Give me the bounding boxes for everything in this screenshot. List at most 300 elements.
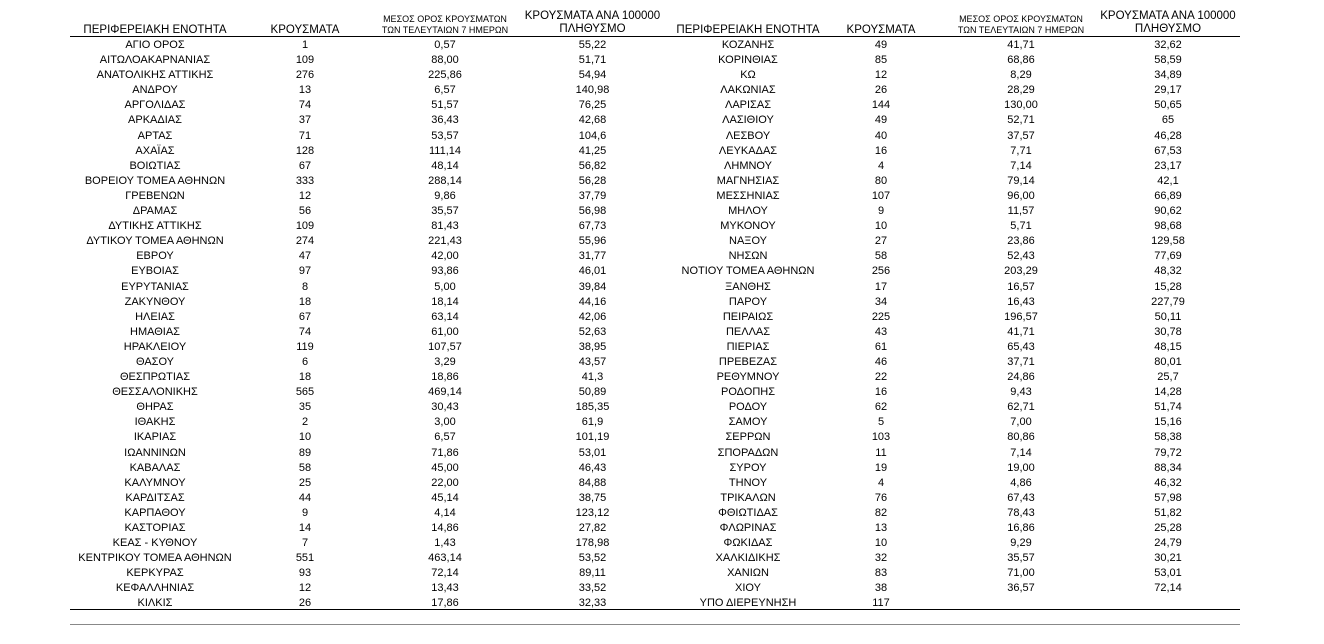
right-region-cell: ΛΕΥΚΑΔΑΣ — [718, 144, 778, 157]
right-per-100k-cell: 29,17 — [1154, 84, 1182, 97]
right-region-cell: ΜΕΣΣΗΝΙΑΣ — [716, 189, 780, 202]
table-row — [70, 295, 1240, 310]
table-row — [70, 325, 1240, 340]
right-region-cell: ΛΗΜΝΟΥ — [724, 159, 772, 172]
header-avg-line1: ΜΕΣΟΣ ΟΡΟΣ ΚΡΟΥΣΜΑΤΩΝ — [959, 14, 1083, 24]
left-cases-cell: 2 — [301, 416, 309, 429]
left-avg-7day-cell: 221,43 — [428, 235, 462, 248]
right-avg-7day-cell: 78,43 — [1007, 506, 1035, 519]
left-avg-7day-cell: 88,00 — [431, 54, 459, 67]
left-per-100k-cell: 37,79 — [578, 189, 607, 202]
right-region-cell: ΤΗΝΟΥ — [728, 476, 768, 489]
right-per-100k-cell: 72,14 — [1154, 582, 1182, 595]
left-region-cell: ΙΘΑΚΗΣ — [134, 416, 176, 429]
right-region-cell: ΛΑΣΙΘΙΟΥ — [722, 114, 774, 127]
left-per-100k-cell: 55,22 — [578, 39, 607, 51]
left-cases-cell: 128 — [295, 144, 315, 157]
left-cases-cell: 14 — [298, 522, 312, 534]
left-cases-cell: 56 — [298, 205, 312, 218]
right-per-100k-cell: 65 — [1161, 114, 1175, 127]
left-avg-7day-cell: 93,86 — [431, 265, 459, 278]
left-per-100k-cell: 123,12 — [575, 506, 610, 519]
right-avg-7day-cell: 41,71 — [1007, 39, 1035, 51]
header-region-right: ΠΕΡΙΦΕΡΕΙΑΚΗ ΕΝΟΤΗΤΑ — [676, 24, 820, 36]
table-row — [70, 491, 1240, 506]
left-region-cell: ΚΙΛΚΙΣ — [137, 597, 173, 610]
right-avg-7day-cell: 80,86 — [1007, 431, 1035, 444]
left-avg-7day-cell: 13,43 — [431, 582, 459, 595]
table-header — [70, 0, 1240, 36]
right-per-100k-cell: 129,58 — [1151, 235, 1185, 248]
right-per-100k-cell: 88,34 — [1154, 461, 1182, 474]
right-per-100k-cell: 42,1 — [1157, 174, 1179, 187]
left-avg-7day-cell: 0,57 — [434, 39, 456, 51]
left-per-100k-cell: 185,35 — [575, 401, 610, 414]
right-per-100k-cell: 30,21 — [1154, 552, 1182, 565]
right-per-100k-cell: 66,89 — [1154, 189, 1182, 202]
left-region-cell: ΘΑΣΟΥ — [135, 355, 175, 368]
left-region-cell: ΚΕΑΣ - ΚΥΘΝΟΥ — [112, 537, 198, 550]
left-per-100k-cell: 51,71 — [578, 54, 607, 67]
left-cases-cell: 67 — [298, 159, 312, 172]
header-cases-right: ΚΡΟΥΣΜΑΤΑ — [846, 24, 916, 36]
right-region-cell: ΤΡΙΚΑΛΩΝ — [720, 491, 776, 504]
right-avg-7day-cell: 24,86 — [1007, 371, 1035, 384]
right-avg-7day-cell: 19,00 — [1007, 461, 1035, 474]
table-row — [70, 38, 1240, 53]
left-region-cell: ΕΥΒΟΙΑΣ — [131, 265, 179, 278]
right-cases-cell: 5 — [877, 416, 885, 429]
right-region-cell: ΝΑΞΟΥ — [729, 235, 767, 248]
left-cases-cell: 74 — [298, 325, 312, 338]
header-per100k-line1: ΚΡΟΥΣΜΑΤΑ ΑΝΑ 100000 — [1100, 10, 1236, 22]
right-region-cell: ΝΟΤΙΟΥ ΤΟΜΕΑ ΑΘΗΝΩΝ — [681, 265, 815, 278]
right-cases-cell: 144 — [871, 99, 891, 112]
left-cases-cell: 71 — [298, 129, 312, 142]
left-cases-cell: 551 — [295, 552, 315, 565]
right-per-100k-cell: 24,79 — [1154, 537, 1182, 550]
table-row — [70, 415, 1240, 430]
right-cases-cell: 49 — [874, 114, 888, 127]
left-per-100k-cell: 46,01 — [578, 265, 607, 278]
right-per-100k-cell: 46,32 — [1154, 476, 1182, 489]
table-row — [70, 385, 1240, 400]
left-cases-cell: 26 — [298, 597, 312, 610]
right-cases-cell: 4 — [877, 159, 885, 172]
table-row — [70, 159, 1240, 174]
left-cases-cell: 44 — [298, 491, 312, 504]
left-region-cell: ΓΡΕΒΕΝΩΝ — [125, 189, 185, 202]
right-per-100k-cell: 48,32 — [1154, 265, 1182, 278]
left-region-cell: ΚΑΛΥΜΝΟΥ — [124, 476, 186, 489]
right-avg-7day-cell: 7,00 — [1010, 416, 1032, 429]
table-row — [70, 521, 1240, 536]
right-cases-cell: 10 — [874, 537, 888, 550]
left-cases-cell: 119 — [296, 340, 314, 353]
left-region-cell: ΚΑΒΑΛΑΣ — [129, 461, 181, 474]
left-cases-cell: 37 — [298, 114, 312, 127]
right-avg-7day-cell: 8,29 — [1010, 69, 1032, 82]
left-avg-7day-cell: 4,14 — [434, 506, 456, 519]
right-avg-7day-cell: 79,14 — [1007, 174, 1035, 187]
right-per-100k-cell: 50,11 — [1154, 310, 1182, 323]
table-row — [70, 53, 1240, 68]
left-per-100k-cell: 61,9 — [581, 416, 604, 429]
left-per-100k-cell: 178,98 — [575, 537, 610, 550]
left-avg-7day-cell: 5,00 — [434, 280, 456, 293]
left-cases-cell: 25 — [298, 476, 312, 489]
table-row — [70, 280, 1240, 295]
header-per100k-right — [1096, 10, 1240, 36]
left-avg-7day-cell: 72,14 — [431, 567, 459, 580]
table-row — [70, 68, 1240, 83]
left-region-cell: ΔΥΤΙΚΟΥ ΤΟΜΕΑ ΑΘΗΝΩΝ — [86, 235, 224, 248]
right-cases-cell: 43 — [874, 325, 888, 338]
right-avg-7day-cell: 9,43 — [1010, 386, 1032, 399]
right-cases-cell: 49 — [874, 39, 888, 51]
left-avg-7day-cell: 71,86 — [431, 446, 459, 459]
right-avg-7day-cell: 196,57 — [1004, 310, 1038, 323]
right-region-cell: ΠΑΡΟΥ — [728, 295, 768, 308]
right-cases-cell: 83 — [874, 567, 888, 580]
left-per-100k-cell: 84,88 — [578, 476, 607, 489]
left-cases-cell: 9 — [301, 506, 309, 519]
left-region-cell: ΑΡΚΑΔΙΑΣ — [128, 114, 182, 127]
header-region-left: ΠΕΡΙΦΕΡΕΙΑΚΗ ΕΝΟΤΗΤΑ — [83, 24, 227, 36]
left-region-cell: ΔΥΤΙΚΗΣ ΑΤΤΙΚΗΣ — [108, 220, 202, 233]
right-per-100k-cell: 57,98 — [1154, 491, 1182, 504]
right-avg-7day-cell: 96,00 — [1007, 189, 1035, 202]
left-region-cell: ΑΓΙΟ ΟΡΟΣ — [125, 39, 185, 51]
right-cases-cell: 76 — [874, 491, 888, 504]
table-row — [70, 581, 1240, 596]
right-per-100k-cell: 30,78 — [1154, 325, 1182, 338]
right-per-100k-cell: 58,38 — [1154, 431, 1182, 444]
table-row — [70, 129, 1240, 144]
right-cases-cell: 225 — [871, 310, 891, 323]
left-avg-7day-cell: 1,43 — [434, 537, 456, 550]
right-region-cell: ΣΥΡΟΥ — [729, 461, 767, 474]
left-per-100k-cell: 52,63 — [578, 325, 607, 338]
left-per-100k-cell: 41,3 — [581, 371, 604, 384]
table-row — [70, 189, 1240, 204]
right-region-cell: ΛΑΡΙΣΑΣ — [724, 99, 771, 112]
left-region-cell: ΑΙΤΩΛΟΑΚΑΡΝΑΝΙΑΣ — [99, 54, 211, 67]
table-row — [70, 310, 1240, 325]
table-row — [70, 83, 1240, 98]
right-per-100k-cell: 98,68 — [1154, 220, 1182, 233]
left-cases-cell: 274 — [295, 235, 315, 248]
right-avg-7day-cell: 4,86 — [1010, 476, 1032, 489]
right-avg-7day-cell: 65,43 — [1007, 340, 1035, 353]
left-per-100k-cell: 42,68 — [578, 114, 607, 127]
header-cases-left: ΚΡΟΥΣΜΑΤΑ — [270, 24, 340, 36]
right-region-cell: ΚΟΡΙΝΘΙΑΣ — [718, 54, 778, 67]
right-region-cell: ΡΟΔΟΠΗΣ — [720, 386, 776, 399]
right-region-cell: ΛΑΚΩΝΙΑΣ — [720, 84, 776, 97]
right-per-100k-cell: 67,53 — [1154, 144, 1182, 157]
right-region-cell: ΣΠΟΡΑΔΩΝ — [717, 446, 779, 459]
right-avg-7day-cell: 7,14 — [1010, 446, 1032, 459]
right-per-100k-cell: 25,28 — [1154, 522, 1182, 534]
right-region-cell: ΠΕΙΡΑΙΩΣ — [722, 310, 774, 323]
right-per-100k-cell: 50,65 — [1154, 99, 1182, 112]
table-row — [70, 144, 1240, 159]
left-per-100k-cell: 101,19 — [575, 431, 610, 444]
left-cases-cell: 333 — [295, 174, 315, 187]
right-per-100k-cell: 23,17 — [1154, 159, 1182, 172]
right-per-100k-cell: 34,89 — [1154, 69, 1182, 82]
left-cases-cell: 565 — [295, 386, 315, 399]
right-region-cell: ΞΑΝΘΗΣ — [725, 280, 771, 293]
right-region-cell: ΜΥΚΟΝΟΥ — [720, 220, 776, 233]
right-avg-7day-cell: 203,29 — [1004, 265, 1038, 278]
left-avg-7day-cell: 3,00 — [434, 416, 456, 429]
left-per-100k-cell: 54,94 — [578, 69, 607, 82]
right-per-100k-cell: 90,62 — [1154, 205, 1182, 218]
right-cases-cell: 4 — [877, 476, 885, 489]
header-avg-left — [370, 14, 520, 36]
right-per-100k-cell: 227,79 — [1151, 295, 1185, 308]
left-avg-7day-cell: 9,86 — [434, 189, 456, 202]
left-avg-7day-cell: 61,00 — [431, 325, 459, 338]
header-avg-right — [946, 14, 1096, 36]
left-per-100k-cell: 39,84 — [578, 280, 607, 293]
right-per-100k-cell: 58,59 — [1154, 54, 1182, 67]
table-row — [70, 219, 1240, 234]
table-row — [70, 506, 1240, 521]
page-bottom-divider — [70, 624, 1240, 625]
right-avg-7day-cell: 37,71 — [1007, 355, 1035, 368]
right-region-cell: ΠΕΛΛΑΣ — [725, 325, 771, 338]
right-region-cell: ΡΕΘΥΜΝΟΥ — [716, 371, 780, 384]
left-cases-cell: 12 — [298, 582, 312, 595]
right-region-cell: ΦΛΩΡΙΝΑΣ — [719, 522, 777, 534]
right-cases-cell: 40 — [874, 129, 888, 142]
right-cases-cell: 19 — [874, 461, 888, 474]
right-cases-cell: 16 — [874, 386, 888, 399]
right-region-cell: ΡΟΔΟΥ — [728, 401, 768, 414]
right-per-100k-cell: 48,15 — [1154, 340, 1182, 353]
right-per-100k-cell: 51,82 — [1154, 506, 1182, 519]
left-cases-cell: 58 — [298, 461, 312, 474]
left-cases-cell: 74 — [298, 99, 312, 112]
right-per-100k-cell: 15,28 — [1154, 280, 1182, 293]
left-cases-cell: 7 — [301, 537, 309, 550]
right-cases-cell: 80 — [874, 174, 888, 187]
left-per-100k-cell: 44,16 — [578, 295, 607, 308]
right-region-cell: ΧΙΟΥ — [735, 582, 761, 595]
right-avg-7day-cell: 68,86 — [1007, 54, 1035, 67]
right-per-100k-cell: 46,28 — [1154, 129, 1182, 142]
left-per-100k-cell: 27,82 — [578, 522, 607, 534]
right-avg-7day-cell: 11,57 — [1007, 205, 1035, 218]
left-cases-cell: 6 — [301, 355, 309, 368]
left-cases-cell: 35 — [298, 401, 312, 414]
left-region-cell: ΘΕΣΠΡΩΤΙΑΣ — [119, 371, 191, 384]
left-cases-cell: 93 — [298, 567, 312, 580]
left-region-cell: ΖΑΚΥΝΘΟΥ — [124, 295, 186, 308]
header-avg-line1: ΜΕΣΟΣ ΟΡΟΣ ΚΡΟΥΣΜΑΤΩΝ — [383, 14, 507, 24]
right-region-cell: ΚΟΖΑΝΗΣ — [721, 39, 775, 51]
left-region-cell: ΕΥΡΥΤΑΝΙΑΣ — [121, 280, 189, 293]
left-region-cell: ΑΝΔΡΟΥ — [132, 84, 178, 97]
header-avg-line2: ΤΩΝ ΤΕΛΕΥΤΑΙΩΝ 7 ΗΜΕΡΩΝ — [381, 25, 509, 35]
right-avg-7day-cell: 35,57 — [1007, 552, 1035, 565]
left-cases-cell: 8 — [301, 280, 309, 293]
left-region-cell: ΗΡΑΚΛΕΙΟΥ — [123, 340, 187, 353]
left-cases-cell: 276 — [295, 69, 315, 82]
right-region-cell: ΣΕΡΡΩΝ — [725, 431, 771, 444]
left-region-cell: ΘΗΡΑΣ — [136, 401, 174, 414]
left-avg-7day-cell: 18,14 — [431, 295, 459, 308]
left-region-cell: ΑΡΤΑΣ — [137, 129, 173, 142]
left-per-100k-cell: 56,98 — [578, 205, 607, 218]
right-cases-cell: 32 — [874, 552, 888, 565]
right-cases-cell: 85 — [874, 54, 888, 67]
left-avg-7day-cell: 111,14 — [428, 144, 461, 157]
right-region-cell: ΣΑΜΟΥ — [728, 416, 768, 429]
header-per100k-left — [520, 10, 665, 36]
left-per-100k-cell: 56,82 — [578, 159, 607, 172]
left-per-100k-cell: 43,57 — [578, 355, 607, 368]
table-row — [70, 566, 1240, 581]
table-row — [70, 234, 1240, 249]
left-region-cell: ΚΕΝΤΡΙΚΟΥ ΤΟΜΕΑ ΑΘΗΝΩΝ — [78, 552, 232, 565]
left-avg-7day-cell: 48,14 — [431, 159, 459, 172]
left-region-cell: ΗΜΑΘΙΑΣ — [130, 325, 180, 338]
header-avg-line2: ΤΩΝ ΤΕΛΕΥΤΑΙΩΝ 7 ΗΜΕΡΩΝ — [957, 25, 1085, 35]
left-region-cell: ΚΑΡΔΙΤΣΑΣ — [125, 491, 185, 504]
left-cases-cell: 47 — [298, 250, 312, 263]
right-avg-7day-cell: 41,71 — [1007, 325, 1035, 338]
right-region-cell: ΠΙΕΡΙΑΣ — [726, 340, 770, 353]
right-cases-cell: 17 — [874, 280, 888, 293]
left-per-100k-cell: 46,43 — [578, 461, 607, 474]
right-avg-7day-cell: 7,71 — [1010, 144, 1032, 157]
right-cases-cell: 256 — [871, 265, 891, 278]
left-avg-7day-cell: 36,43 — [431, 114, 459, 127]
right-avg-7day-cell: 23,86 — [1007, 235, 1035, 248]
header-per100k-line2: ΠΛΗΘΥΣΜΟ — [559, 23, 626, 35]
right-per-100k-cell: 53,01 — [1154, 567, 1182, 580]
right-avg-7day-cell: 5,71 — [1010, 220, 1032, 233]
left-cases-cell: 1 — [301, 39, 309, 51]
right-region-cell: ΛΕΣΒΟΥ — [725, 129, 771, 142]
left-per-100k-cell: 33,52 — [578, 582, 607, 595]
left-avg-7day-cell: 63,14 — [431, 310, 459, 323]
header-per100k-line1: ΚΡΟΥΣΜΑΤΑ ΑΝΑ 100000 — [524, 10, 661, 22]
left-cases-cell: 89 — [298, 446, 312, 459]
table-row — [70, 370, 1240, 385]
left-region-cell: ΒΟΡΕΙΟΥ ΤΟΜΕΑ ΑΘΗΝΩΝ — [84, 174, 226, 187]
left-per-100k-cell: 38,95 — [578, 340, 607, 353]
right-region-cell: ΠΡΕΒΕΖΑΣ — [718, 355, 778, 368]
right-avg-7day-cell: 130,00 — [1004, 99, 1038, 112]
left-cases-cell: 97 — [298, 265, 312, 278]
right-avg-7day-cell: 16,43 — [1007, 295, 1035, 308]
left-per-100k-cell: 38,75 — [578, 491, 607, 504]
left-region-cell: ΚΑΡΠΑΘΟΥ — [124, 506, 186, 519]
right-avg-7day-cell: 7,14 — [1010, 159, 1032, 172]
right-cases-cell: 117 — [872, 597, 890, 610]
left-per-100k-cell: 50,89 — [578, 386, 607, 399]
table-row — [70, 113, 1240, 128]
left-per-100k-cell: 140,98 — [575, 84, 610, 97]
left-region-cell: ΒΟΙΩΤΙΑΣ — [129, 159, 181, 172]
left-region-cell: ΙΚΑΡΙΑΣ — [133, 431, 177, 444]
right-per-100k-cell: 51,74 — [1154, 401, 1182, 414]
table-row — [70, 204, 1240, 219]
right-per-100k-cell: 80,01 — [1154, 355, 1182, 368]
left-region-cell: ΑΝΑΤΟΛΙΚΗΣ ΑΤΤΙΚΗΣ — [96, 69, 214, 82]
right-avg-7day-cell: 52,43 — [1007, 250, 1035, 263]
right-avg-7day-cell: 67,43 — [1007, 491, 1035, 504]
right-cases-cell: 38 — [874, 582, 888, 595]
right-region-cell: ΦΩΚΙΔΑΣ — [723, 537, 773, 550]
left-avg-7day-cell: 53,57 — [431, 129, 459, 142]
right-per-100k-cell: 14,28 — [1154, 386, 1182, 399]
right-region-cell: ΧΑΝΙΩΝ — [727, 567, 769, 580]
left-per-100k-cell: 104,6 — [578, 129, 607, 142]
left-avg-7day-cell: 51,57 — [431, 99, 459, 112]
right-avg-7day-cell: 71,00 — [1007, 567, 1035, 580]
left-avg-7day-cell: 6,57 — [434, 84, 456, 97]
right-avg-7day-cell: 16,57 — [1007, 280, 1035, 293]
left-per-100k-cell: 55,96 — [578, 235, 607, 248]
right-cases-cell: 27 — [874, 235, 888, 248]
left-cases-cell: 18 — [298, 295, 312, 308]
right-region-cell: ΚΩ — [740, 69, 756, 82]
right-per-100k-cell: 15,16 — [1154, 416, 1182, 429]
left-avg-7day-cell: 469,14 — [428, 386, 462, 399]
left-avg-7day-cell: 225,86 — [428, 69, 462, 82]
left-region-cell: ΗΛΕΙΑΣ — [135, 310, 175, 323]
right-region-cell: ΜΑΓΝΗΣΙΑΣ — [716, 174, 780, 187]
right-avg-7day-cell: 9,29 — [1010, 537, 1032, 550]
left-per-100k-cell: 53,52 — [578, 552, 607, 565]
left-avg-7day-cell: 81,43 — [431, 220, 459, 233]
right-per-100k-cell: 32,62 — [1154, 39, 1182, 51]
left-per-100k-cell: 56,28 — [578, 174, 607, 187]
table-row — [70, 174, 1240, 189]
table-row — [70, 461, 1240, 476]
left-avg-7day-cell: 45,00 — [431, 461, 459, 474]
left-cases-cell: 12 — [298, 189, 312, 202]
right-cases-cell: 103 — [871, 431, 891, 444]
table-row — [70, 476, 1240, 491]
left-cases-cell: 13 — [298, 84, 312, 97]
left-avg-7day-cell: 463,14 — [428, 552, 462, 565]
left-per-100k-cell: 53,01 — [578, 446, 607, 459]
left-cases-cell: 10 — [298, 431, 312, 444]
table-row — [70, 551, 1240, 566]
left-avg-7day-cell: 3,29 — [434, 355, 456, 368]
right-cases-cell: 22 — [874, 371, 888, 384]
right-avg-7day-cell: 16,86 — [1007, 522, 1035, 534]
left-avg-7day-cell: 107,57 — [428, 340, 462, 353]
header-divider — [70, 36, 1240, 37]
left-region-cell: ΘΕΣΣΑΛΟΝΙΚΗΣ — [112, 386, 198, 399]
left-avg-7day-cell: 288,14 — [428, 174, 462, 187]
left-per-100k-cell: 32,33 — [578, 597, 607, 610]
left-per-100k-cell: 89,11 — [579, 567, 606, 580]
left-region-cell: ΔΡΑΜΑΣ — [132, 205, 178, 218]
right-cases-cell: 12 — [874, 69, 888, 82]
right-avg-7day-cell: 28,29 — [1007, 84, 1035, 97]
right-region-cell: ΝΗΣΩΝ — [728, 250, 768, 263]
right-cases-cell: 107 — [871, 189, 891, 202]
